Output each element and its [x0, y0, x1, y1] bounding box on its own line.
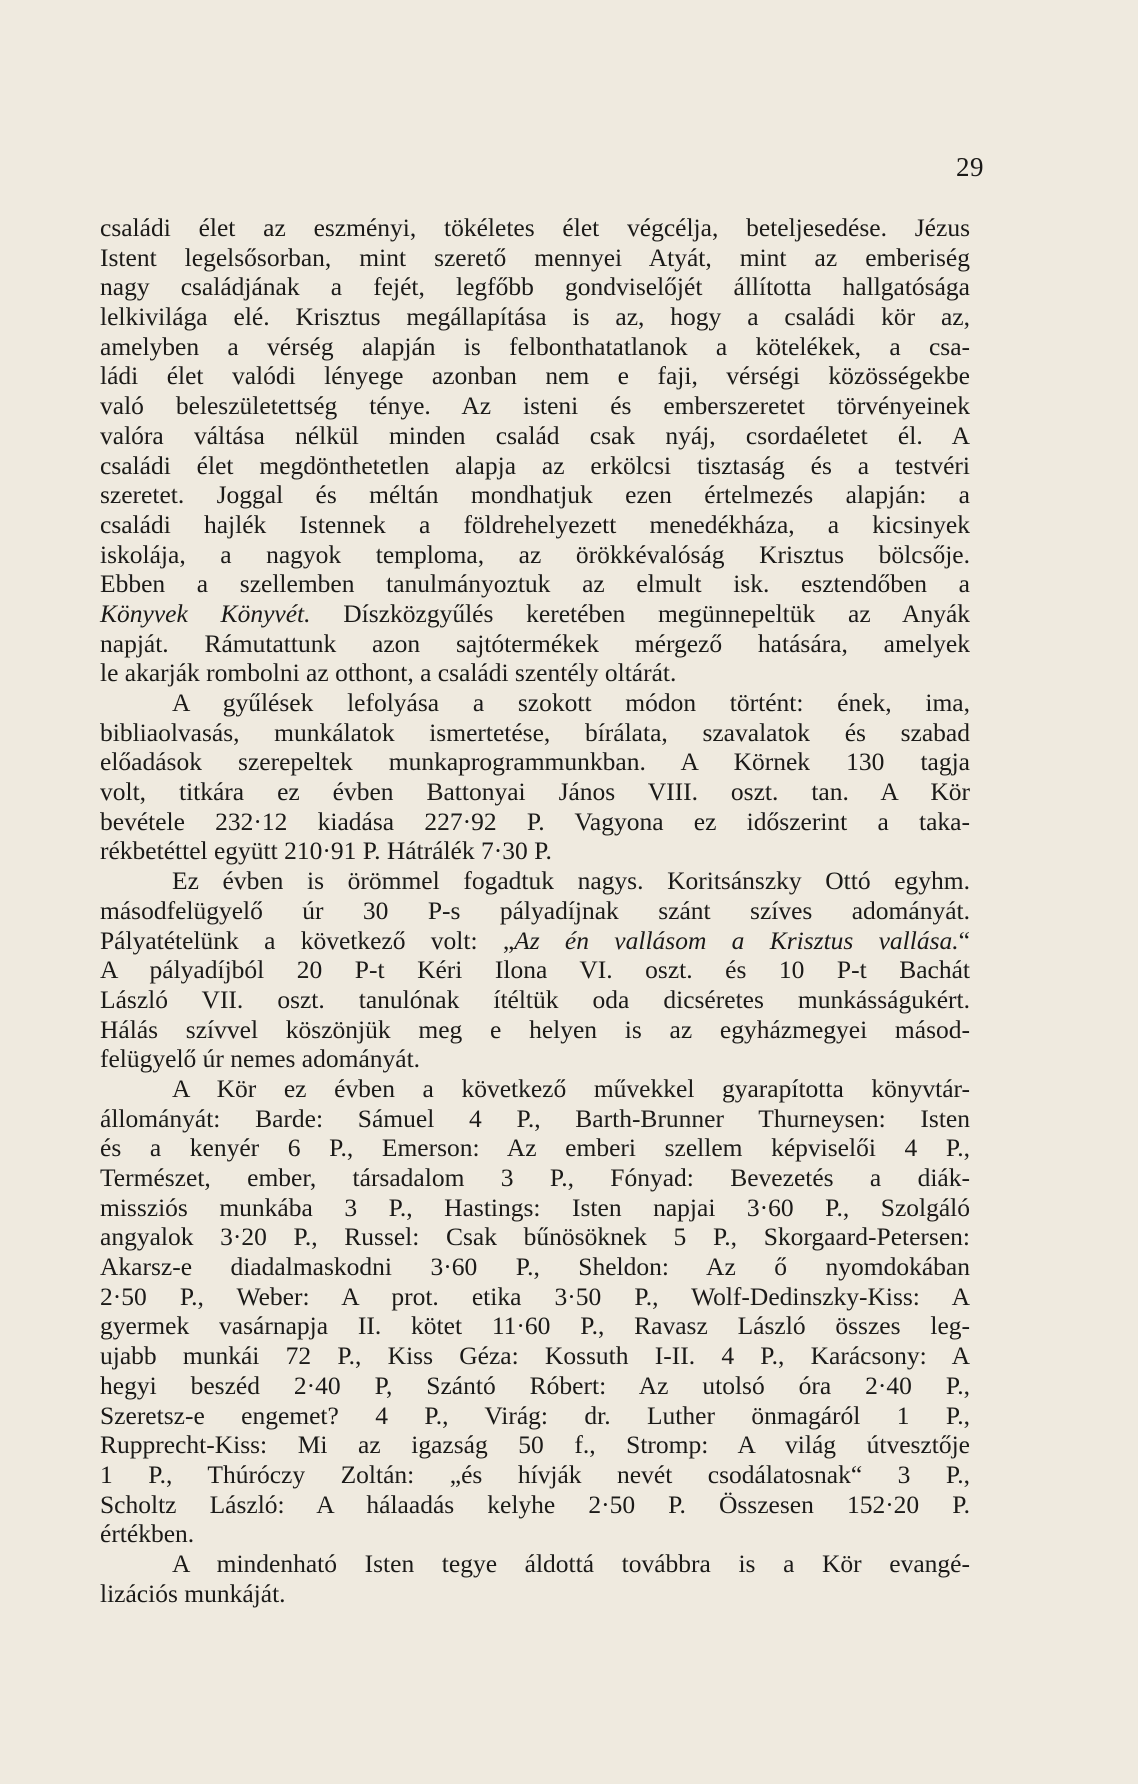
line-text: felügyelő úr nemes adományát. — [100, 1044, 421, 1074]
text-line — [100, 361, 970, 391]
line-text: bibliaolvasás, munkálatok ismertetése, bírálata, szavalatok és szabad — [100, 717, 970, 747]
text-line — [100, 896, 970, 926]
text-line — [100, 1579, 970, 1609]
line-text: bevétele 232·12 kiadása 227·92 P. Vagyona ez időszerint a taka- — [100, 806, 970, 836]
text-line — [100, 836, 970, 866]
text-line — [100, 1282, 970, 1312]
text-line — [100, 451, 970, 481]
text-line — [100, 629, 970, 659]
text-line — [100, 1519, 970, 1549]
line-text: rékbetéttel együtt 210·91 P. Hátrálék 7·30 P. — [100, 836, 552, 866]
text-line — [100, 1074, 970, 1104]
text-line — [100, 718, 970, 748]
line-text: valóra váltása nélkül minden család csak nyáj, csordaéletet él. A — [100, 420, 970, 450]
line-text: A mindenható Isten tegye áldottá továbbra is a Kör evangé- — [172, 1548, 970, 1578]
line-text: családi hajlék Istennek a földrehelyezett menedékháza, a kicsinyek — [100, 509, 970, 539]
line-text: előadások szerepeltek munkaprogrammunkban. A Körnek 130 tagja — [100, 747, 970, 777]
line-text: másodfelügyelő úr 30 P-s pályadíjnak szánt szíves adományát. — [100, 895, 970, 925]
text-line — [100, 688, 970, 718]
text-line — [100, 1044, 970, 1074]
line-text: nagy családjának a fejét, legfőbb gondviselőjét állította hallgatósága — [100, 272, 970, 302]
text-line — [100, 1193, 970, 1223]
text-line — [100, 243, 970, 273]
text-line — [100, 302, 970, 332]
text-line — [100, 658, 970, 688]
line-text: és a kenyér 6 P., Emerson: Az emberi szellem képviselői 4 P., — [100, 1133, 970, 1163]
text-line — [100, 1371, 970, 1401]
line-text: amelyben a vérség alapján is felbonthatatlanok a kötelékek, a csa- — [100, 331, 970, 361]
line-text: Díszközgyűlés keretében megünnepeltük az Anyák — [310, 598, 971, 628]
line-text: ujabb munkái 72 P., Kiss Géza: Kossuth I-II. 4 P., Karácsony: A — [100, 1341, 970, 1371]
text-line — [100, 807, 970, 837]
text-line — [100, 569, 970, 599]
text-line — [100, 332, 970, 362]
line-text: családi élet az eszményi, tökéletes élet végcélja, beteljesedése. Jézus — [100, 213, 970, 242]
text-line — [100, 1430, 970, 1460]
text-line — [100, 599, 970, 629]
line-text: 1 P., Thúróczy Zoltán: „és hívják nevét csodálatosnak“ 3 P., — [100, 1459, 970, 1489]
text-line — [100, 1311, 970, 1341]
line-text: Hálás szívvel köszönjük meg e helyen is az egyházmegyei másod- — [100, 1014, 970, 1044]
line-text: László VII. oszt. tanulónak ítéltük oda dicséretes munkásságukért. — [100, 984, 970, 1014]
line-text: volt, titkára ez évben Battonyai János VIII. oszt. tan. A Kör — [100, 777, 970, 807]
line-text: Természet, ember, társadalom 3 P., Fónyad: Bevezetés a diák- — [100, 1163, 970, 1192]
line-text: Istent legelsősorban, mint szerető mennyei Atyát, mint az emberiség — [100, 242, 970, 272]
line-text: lizációs munkáját. — [100, 1578, 286, 1608]
page-number: 29 — [956, 152, 984, 182]
line-text: A pályadíjból 20 P-t Kéri Ilona VI. oszt. és 10 P-t Bachát — [100, 955, 970, 985]
text-line — [100, 391, 970, 421]
text-line — [100, 985, 970, 1015]
text-line — [100, 1341, 970, 1371]
line-text: A gyűlések lefolyása a szokott módon történt: ének, ima, — [172, 688, 970, 717]
line-text: le akarják rombolni az otthont, a családi szentély oltárát. — [100, 658, 677, 688]
body-text — [100, 213, 970, 1608]
line-text: A Kör ez évben a következő művekkel gyarapította könyvtár- — [172, 1073, 970, 1103]
line-text: Akarsz-e diadalmaskodni 3·60 P., Sheldon: Az ő nyomdokában — [100, 1252, 970, 1282]
text-line — [100, 777, 970, 807]
italic-title: Az én vallásom a Krisztus vallása. — [514, 925, 959, 955]
line-tail: “ — [958, 925, 970, 955]
italic-title: Könyvek Könyvét. — [100, 598, 311, 628]
text-line — [100, 540, 970, 570]
line-text: Scholtz László: A hálaadás kelyhe 2·50 P. Összesen 152·20 P. — [100, 1489, 970, 1519]
line-text: Ebben a szellemben tanulmányoztuk az elmult isk. esztendőben a — [100, 569, 970, 599]
text-line — [100, 1252, 970, 1282]
text-line — [100, 510, 970, 540]
text-line — [100, 1549, 970, 1579]
text-line — [100, 955, 970, 985]
text-line — [100, 1490, 970, 1520]
text-line — [100, 421, 970, 451]
line-text: Szeretsz-e engemet? 4 P., Virág: dr. Luther önmagáról 1 P., — [100, 1400, 970, 1430]
text-line — [100, 926, 970, 956]
text-line — [100, 866, 970, 896]
line-text: angyalok 3·20 P., Russel: Csak bűnösöknek 5 P., Skorgaard-Petersen: — [100, 1222, 970, 1252]
line-text: állományát: Barde: Sámuel 4 P., Barth-Brunner Thurneysen: Isten — [100, 1103, 970, 1133]
text-line — [100, 1104, 970, 1134]
text-line — [100, 272, 970, 302]
line-text: iskolája, a nagyok temploma, az örökkévalóság Krisztus bölcsője. — [100, 539, 970, 569]
line-text: Ez évben is örömmel fogadtuk nagys. Koritsánszky Ottó egyhm. — [172, 866, 970, 896]
text-line — [100, 213, 970, 243]
line-text: napját. Rámutattunk azon sajtótermékek mérgező hatására, amelyek — [100, 628, 970, 658]
line-text: gyermek vasárnapja II. kötet 11·60 P., Ravasz László összes leg- — [100, 1311, 970, 1341]
line-text: szeretet. Joggal és méltán mondhatjuk ezen értelmezés alapján: a — [100, 480, 970, 510]
line-text: missziós munkába 3 P., Hastings: Isten napjai 3·60 P., Szolgáló — [100, 1192, 970, 1222]
line-text: értékben. — [100, 1519, 195, 1549]
line-text: hegyi beszéd 2·40 P, Szántó Róbert: Az utolsó óra 2·40 P., — [100, 1370, 970, 1400]
text-line — [100, 1163, 970, 1193]
text-line — [100, 1460, 970, 1490]
line-text: lelkivilága elé. Krisztus megállapítása is az, hogy a családi kör az, — [100, 302, 970, 332]
text-line — [100, 1401, 970, 1431]
line-text: ládi élet valódi lényege azonban nem e faji, vérségi közösségekbe — [100, 361, 970, 391]
text-line — [100, 747, 970, 777]
text-line — [100, 480, 970, 510]
text-line — [100, 1222, 970, 1252]
line-text: családi élet megdönthetetlen alapja az erkölcsi tisztaság és a testvéri — [100, 450, 970, 480]
line-text: Rupprecht-Kiss: Mi az igazság 50 f., Stromp: A világ útvesztője — [100, 1430, 970, 1460]
line-text: Pályatételünk a következő volt: „ — [100, 925, 515, 955]
text-line — [100, 1015, 970, 1045]
line-text: való beleszületettség ténye. Az isteni és emberszeretet törvényeinek — [100, 391, 970, 421]
line-text: 2·50 P., Weber: A prot. etika 3·50 P., Wolf-Dedinszky-Kiss: A — [100, 1281, 970, 1311]
text-line — [100, 1133, 970, 1163]
